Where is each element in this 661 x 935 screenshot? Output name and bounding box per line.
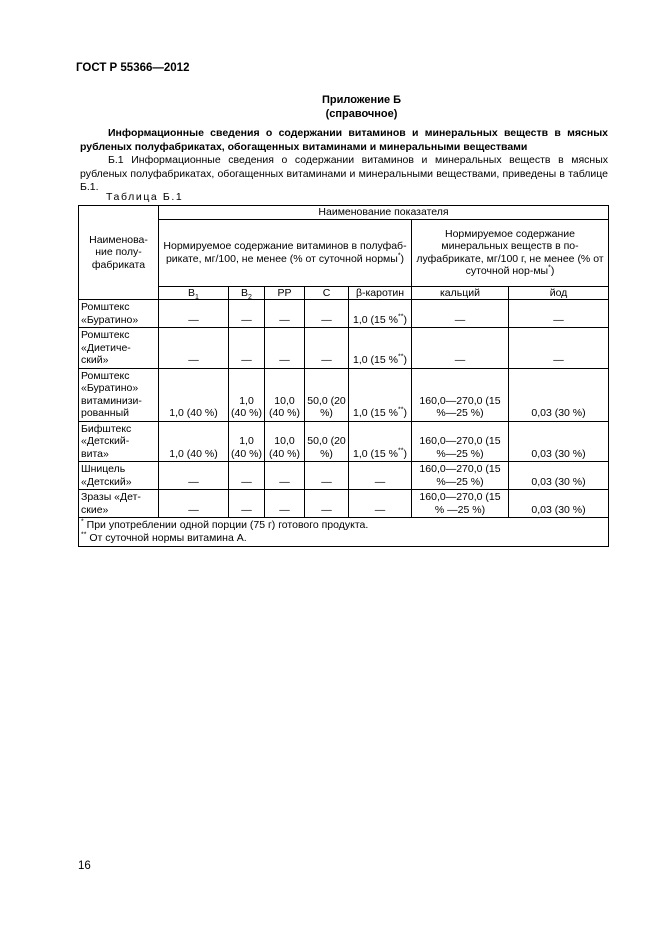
col-header-b1: $B_1$ bbox=[159, 286, 229, 300]
appendix-title: Приложение Б bbox=[321, 94, 402, 106]
col-header-c: C bbox=[305, 286, 349, 300]
vitamins-minerals-table bbox=[78, 205, 609, 547]
table-row: Ромштекс «Буратино» витаминизи-рованный 1,0 (40 %) 1,0 (40 %) 10,0 (40 %) 50,0 (20 %) 1,0 (15 %**) 160,0—270,0 (15 %—25 %) 0,03 (30 %) bbox=[79, 368, 609, 421]
col-header-iodine: йод bbox=[509, 286, 609, 300]
appendix-heading: Информационные сведения о содержании витаминов и минеральных веществ в мясных рубленых полуфабрикатах, обогащенных витаминами и минеральными веществами bbox=[80, 127, 608, 153]
col-header-name: Наименова-ние полу-фабриката bbox=[79, 206, 159, 300]
table-caption: Таблица Б.1 bbox=[106, 191, 184, 203]
table-row: Шницель «Детский» — — — — — 160,0—270,0 (15 %—25 %) 0,03 (30 %) bbox=[79, 462, 609, 490]
intro-paragraph: Б.1 Информационные сведения о содержании витаминов и минеральных веществ в мясных рубленых полуфабрикатах, обогащенных витаминами и минеральными веществами, приведены в таблице Б.1. bbox=[80, 154, 608, 193]
col-header-pp: PP bbox=[265, 286, 305, 300]
appendix-header bbox=[0, 93, 661, 121]
table-row: Ромштекс «Диетиче-ский» — — — — 1,0 (15 %**) — — bbox=[79, 328, 609, 369]
indicator-header: Наименование показателя bbox=[159, 206, 609, 220]
col-header-carotene: β-каротин bbox=[349, 286, 412, 300]
vitamins-header: Нормируемое содержание витаминов в полуфаб-рикате, мг/100, не менее (% от суточной нормы*) bbox=[159, 219, 412, 286]
standard-number: ГОСТ Р 55366—2012 bbox=[76, 62, 190, 74]
page-number: 16 bbox=[78, 860, 91, 872]
footnote: * При употреблении одной порции (75 г) готового продукта. bbox=[81, 518, 369, 531]
table-row: Ромштекс «Буратино» — — — — 1,0 (15 %**) — — bbox=[79, 300, 609, 328]
minerals-header: Нормируемое содержание минеральных веществ в по-луфабрикате, мг/100 г, не менее (% от суточной нор-мы*) bbox=[412, 219, 609, 286]
footnote: ** От суточной нормы витамина А. bbox=[81, 531, 247, 544]
table-row: Бифштекс «Детский-вита» 1,0 (40 %) 1,0 (40 %) 10,0 (40 %) 50,0 (20 %) 1,0 (15 %**) 160,0—270,0 (15 %—25 %) 0,03 (30 %) bbox=[79, 421, 609, 462]
appendix-type: (справочное) bbox=[325, 108, 398, 120]
col-header-calcium: кальций bbox=[412, 286, 509, 300]
table-footnotes bbox=[79, 518, 609, 547]
col-header-b2: $B_2$ bbox=[229, 286, 265, 300]
table-row: Зразы «Дет-ские» — — — — — 160,0—270,0 (15 % —25 %) 0,03 (30 %) bbox=[79, 490, 609, 518]
